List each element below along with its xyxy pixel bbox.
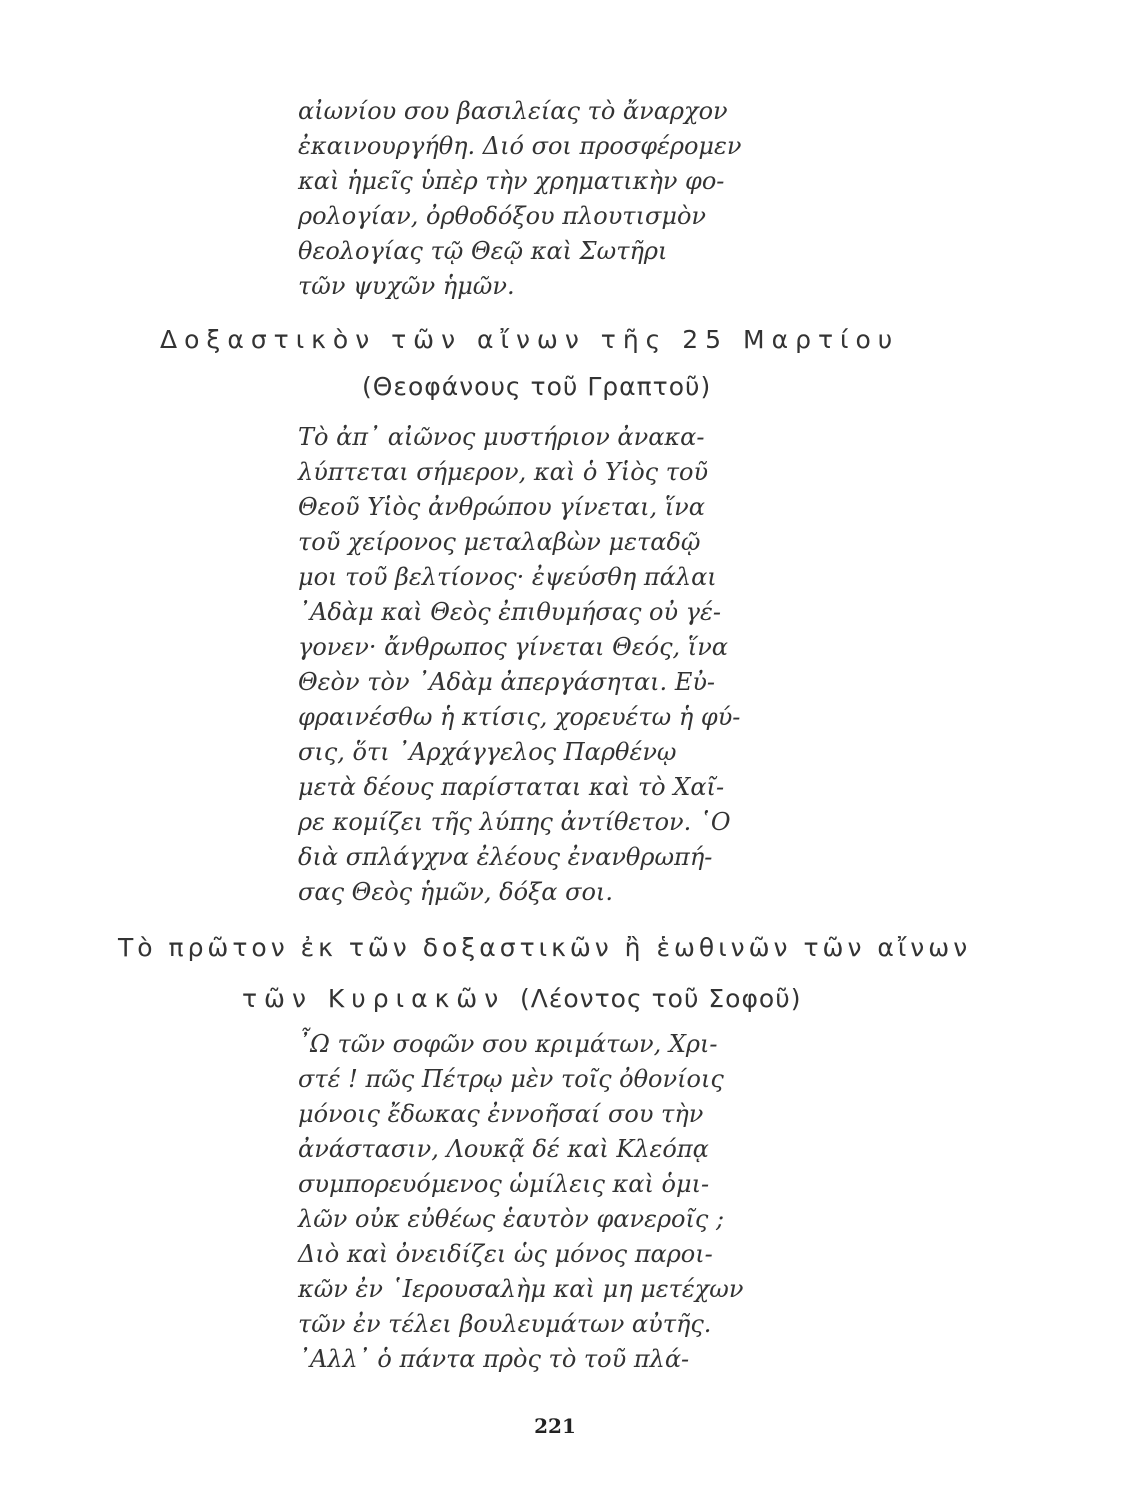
- heading-2-title: Τὸ πρῶτον ἐκ τῶν δοξαστικῶν ἢ ἑωθινῶν τῶν αἴνων: [118, 933, 972, 962]
- passage-2-line: τοῦ χείρονος μεταλαβὼν μεταδῷ: [298, 528, 701, 556]
- passage-2-line: Τὸ ἀπ᾽ αἰῶνος μυστήριον ἀνακα-: [298, 423, 705, 451]
- passage-2-line: μετὰ δέους παρίσταται καὶ τὸ Χαῖ-: [298, 773, 725, 801]
- passage-3-line: ἀνάστασιν, Λουκᾷ δέ καὶ Κλεόπᾳ: [298, 1135, 709, 1163]
- page-number: 221: [534, 1414, 576, 1438]
- passage-1-line: αἰωνίου σου βασιλείας τὸ ἄναρχον: [298, 97, 728, 125]
- passage-3-line: λῶν οὐκ εὐθέως ἑαυτὸν φανεροῖς ;: [298, 1205, 725, 1233]
- passage-1: [298, 94, 742, 304]
- passage-1-line: ἐκαινουργήθη. Διό σοι προσφέρομεν: [298, 132, 742, 160]
- passage-2-line: διὰ σπλάγχνα ἐλέους ἐνανθρωπή-: [298, 843, 713, 871]
- heading-1-title: Δοξαστικὸν τῶν αἴνων τῆς 25 Μαρτίου: [160, 325, 900, 354]
- passage-2-line: Θεοῦ Υἱὸς ἀνθρώπου γίνεται, ἵνα: [298, 493, 705, 521]
- passage-2-line: λύπτεται σήμερον, καὶ ὁ Υἱὸς τοῦ: [298, 458, 709, 486]
- passage-1-line: τῶν ψυχῶν ἡμῶν.: [298, 272, 515, 300]
- passage-2-line: ρε κομίζει τῆς λύπης ἀντίθετον. ῾Ο: [298, 808, 731, 836]
- passage-3-line: ῏Ω τῶν σοφῶν σου κριμάτων, Χρι-: [298, 1030, 718, 1058]
- passage-3-line: τῶν ἐν τέλει βουλευμάτων αὐτῆς.: [298, 1310, 712, 1338]
- heading-2-subtitle: τῶν Κυριακῶν: [242, 984, 506, 1013]
- heading-2-attribution: (Λέοντος τοῦ Σοφοῦ): [520, 984, 802, 1013]
- passage-2: [298, 420, 740, 910]
- passage-3-line: ᾿Αλλ᾽ ὁ πάντα πρὸς τὸ τοῦ πλά-: [298, 1345, 690, 1373]
- passage-2-line: μοι τοῦ βελτίονος· ἐψεύσθη πάλαι: [298, 563, 717, 591]
- passage-2-line: φραινέσθω ἡ κτίσις, χορευέτω ἡ φύ-: [298, 703, 741, 731]
- passage-3-line: μόνοις ἔδωκας ἐννοῆσαί σου τὴν: [298, 1100, 704, 1128]
- passage-1-line: ρολογίαν, ὀρθοδόξου πλουτισμὸν: [298, 202, 706, 230]
- passage-2-line: γονεν· ἄνθρωπος γίνεται Θεός, ἵνα: [298, 633, 728, 661]
- passage-3-line: κῶν ἐν ῾Ιερουσαλὴμ καὶ μη μετέχων: [298, 1275, 744, 1303]
- passage-3: [298, 1027, 743, 1377]
- passage-2-line: ᾿Αδὰμ καὶ Θεὸς ἐπιθυμήσας οὐ γέ-: [298, 598, 722, 626]
- passage-2-line: σις, ὅτι ᾿Αρχάγγελος Παρθένῳ: [298, 738, 677, 766]
- heading-1-attribution: (Θεοφάνους τοῦ Γραπτοῦ): [362, 372, 712, 401]
- passage-1-line: καὶ ἡμεῖς ὑπὲρ τὴν χρηματικὴν φο-: [298, 167, 725, 195]
- passage-3-line: στέ ! πῶς Πέτρῳ μὲν τοῖς ὀθονίοις: [298, 1065, 724, 1093]
- passage-2-line: σας Θεὸς ἡμῶν, δόξα σοι.: [298, 878, 613, 906]
- passage-1-line: θεολογίας τῷ Θεῷ καὶ Σωτῆρι: [298, 237, 668, 265]
- passage-3-line: συμπορευόμενος ὡμίλεις καὶ ὁμι-: [298, 1170, 710, 1198]
- passage-2-line: Θεὸν τὸν ᾿Αδὰμ ἀπεργάσηται. Εὐ-: [298, 668, 716, 696]
- passage-3-line: Διὸ καὶ ὀνειδίζει ὡς μόνος παροι-: [298, 1240, 713, 1268]
